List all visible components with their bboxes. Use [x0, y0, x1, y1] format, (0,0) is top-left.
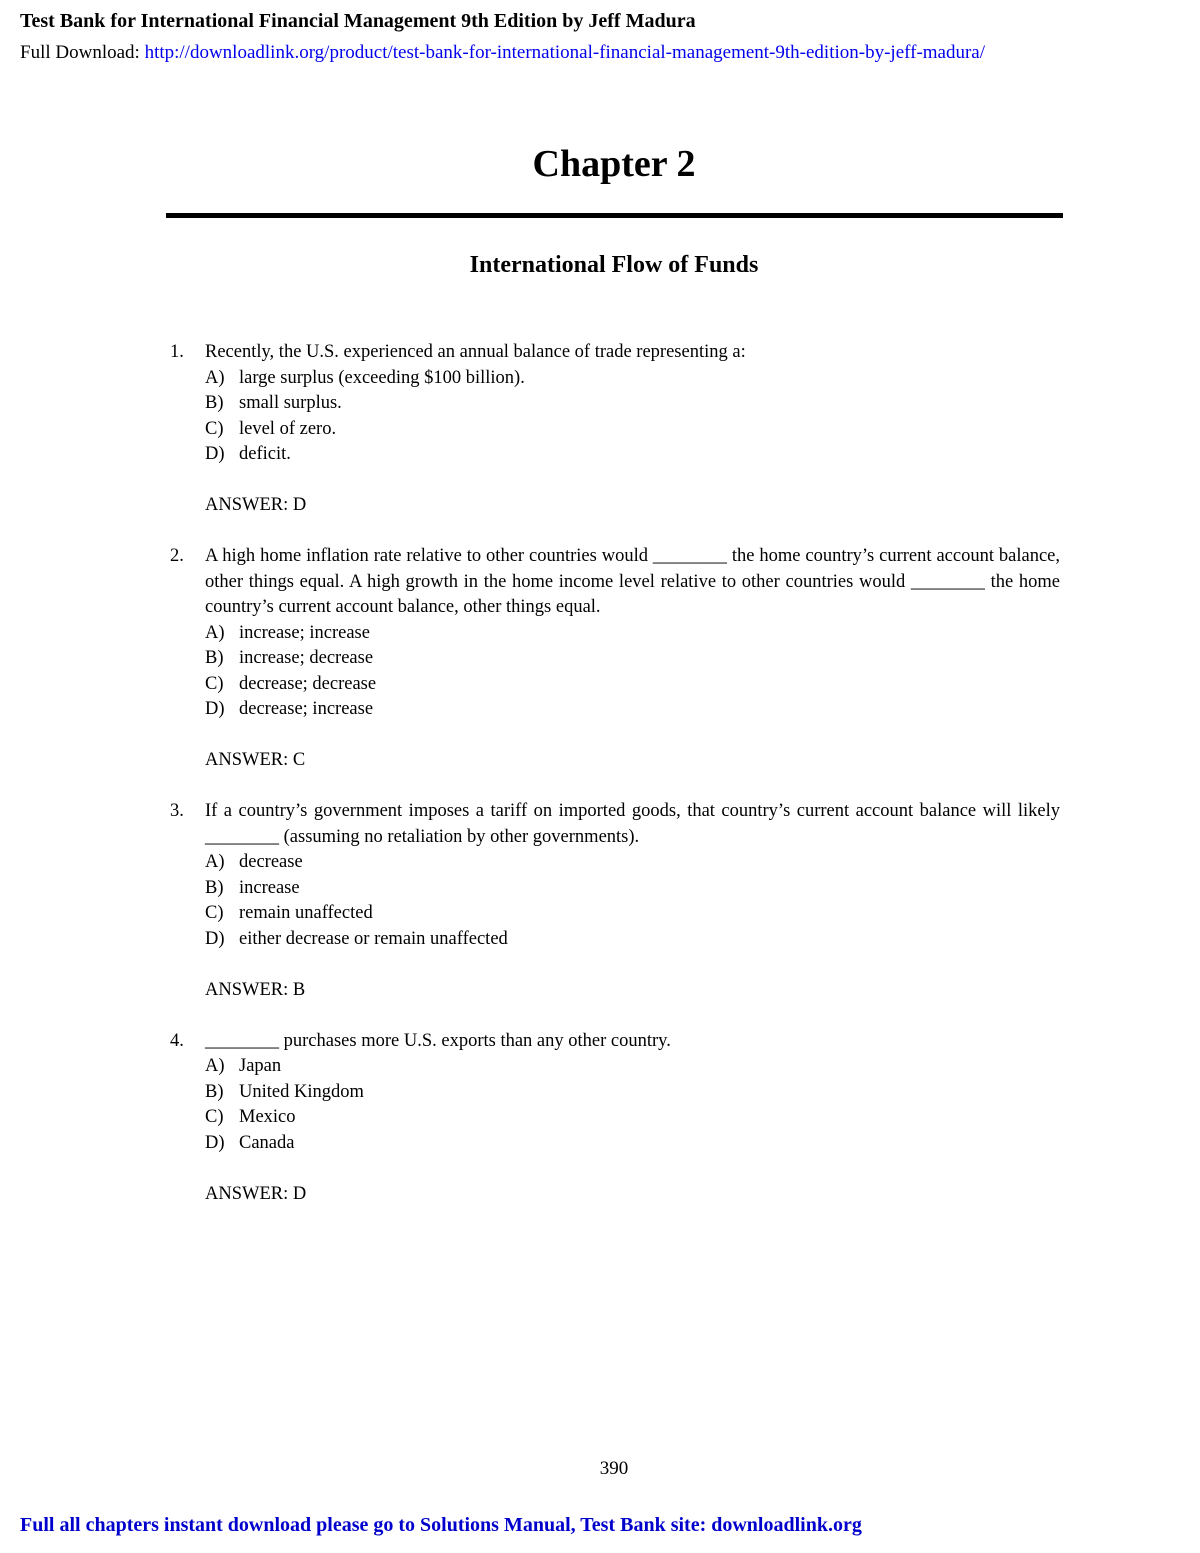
option-letter: D) — [205, 699, 225, 719]
question-number: 4. — [170, 1030, 184, 1051]
answer-option-c — [205, 672, 1060, 698]
option-text: large surplus (exceeding $100 billion). — [239, 367, 525, 388]
option-letter: D) — [205, 1132, 225, 1153]
option-text: United Kingdom — [239, 1081, 364, 1102]
question-2 — [166, 544, 1060, 774]
answer-key: ANSWER: B — [205, 979, 306, 1000]
answer-option-c — [205, 417, 1060, 443]
option-text: remain unaffected — [239, 903, 373, 923]
option-letter: A) — [205, 1056, 225, 1076]
download-link[interactable]: http://downloadlink.org/product/test-bank-for-international-financial-management-9th-edition-by-jeff-madura/ — [144, 42, 986, 63]
option-text: Mexico — [239, 1107, 296, 1127]
question-number: 1. — [170, 342, 184, 362]
question-1 — [166, 340, 1060, 519]
question-number: 3. — [170, 801, 184, 821]
answer-option-b — [205, 1080, 1060, 1106]
option-letter: C) — [205, 903, 224, 923]
option-letter: C) — [205, 673, 224, 694]
option-text: small surplus. — [239, 393, 342, 413]
chapter-subtitle: International Flow of Funds — [469, 252, 759, 278]
option-text: decrease — [239, 852, 303, 872]
answer-option-b — [205, 876, 1060, 902]
option-letter: B) — [205, 648, 224, 668]
question-stem: If a country’s government imposes a tariff on imported goods, that country’s current account balance will likely ________ (assuming no retaliation by other governments). — [205, 801, 1060, 847]
answer-key: ANSWER: C — [205, 750, 306, 770]
option-letter: A) — [205, 622, 225, 643]
option-letter: B) — [205, 877, 224, 898]
option-text: increase; increase — [239, 622, 370, 643]
question-stem: ________ purchases more U.S. exports than any other country. — [205, 1030, 671, 1051]
option-letter: C) — [205, 418, 224, 439]
document-header-title: Test Bank for International Financial Management 9th Edition by Jeff Madura — [20, 10, 696, 32]
answer-option-d — [205, 1131, 1060, 1157]
answer-option-d — [205, 697, 1060, 723]
question-number: 2. — [170, 546, 184, 566]
option-text: increase — [239, 877, 300, 898]
download-line — [20, 42, 985, 64]
question-4 — [166, 1029, 1060, 1208]
answer-option-d — [205, 442, 1060, 468]
answer-option-b — [205, 646, 1060, 672]
option-letter: B) — [205, 1081, 224, 1102]
option-letter: B) — [205, 393, 224, 413]
answer-option-a — [205, 850, 1060, 876]
option-text: deficit. — [239, 444, 291, 464]
option-text: either decrease or remain unaffected — [239, 928, 508, 949]
download-label: Full Download: — [20, 42, 145, 63]
option-text: decrease; increase — [239, 699, 374, 719]
option-text: Canada — [239, 1132, 295, 1153]
answer-option-a — [205, 366, 1060, 392]
answer-option-b — [205, 391, 1060, 417]
footer-download-note: Full all chapters instant download please go to Solutions Manual, Test Bank site: downloadlink.org — [20, 1514, 862, 1536]
answer-option-d — [205, 927, 1060, 953]
answer-option-c — [205, 1105, 1060, 1131]
option-letter: C) — [205, 1107, 224, 1127]
question-stem: Recently, the U.S. experienced an annual balance of trade representing a: — [205, 342, 746, 362]
question-list — [166, 340, 1060, 1233]
option-letter: A) — [205, 852, 225, 872]
page-number: 390 — [599, 1458, 629, 1479]
answer-key: ANSWER: D — [205, 495, 307, 515]
question-stem: A high home inflation rate relative to other countries would ________ the home country’s current account balance, other things equal. A high growth in the home income level relative to other countries would ________ the home country’s current account balance, other things equal. — [205, 546, 1060, 617]
option-text: decrease; decrease — [239, 673, 377, 694]
option-text: Japan — [239, 1056, 282, 1076]
option-letter: D) — [205, 928, 225, 949]
question-3 — [166, 799, 1060, 1003]
chapter-title: Chapter 2 — [532, 143, 696, 185]
option-letter: A) — [205, 367, 225, 388]
answer-option-a — [205, 1054, 1060, 1080]
option-text: level of zero. — [239, 418, 337, 439]
option-text: increase; decrease — [239, 648, 374, 668]
chapter-divider — [166, 213, 1063, 218]
answer-key: ANSWER: D — [205, 1183, 307, 1204]
answer-option-c — [205, 901, 1060, 927]
option-letter: D) — [205, 444, 225, 464]
answer-option-a — [205, 621, 1060, 647]
